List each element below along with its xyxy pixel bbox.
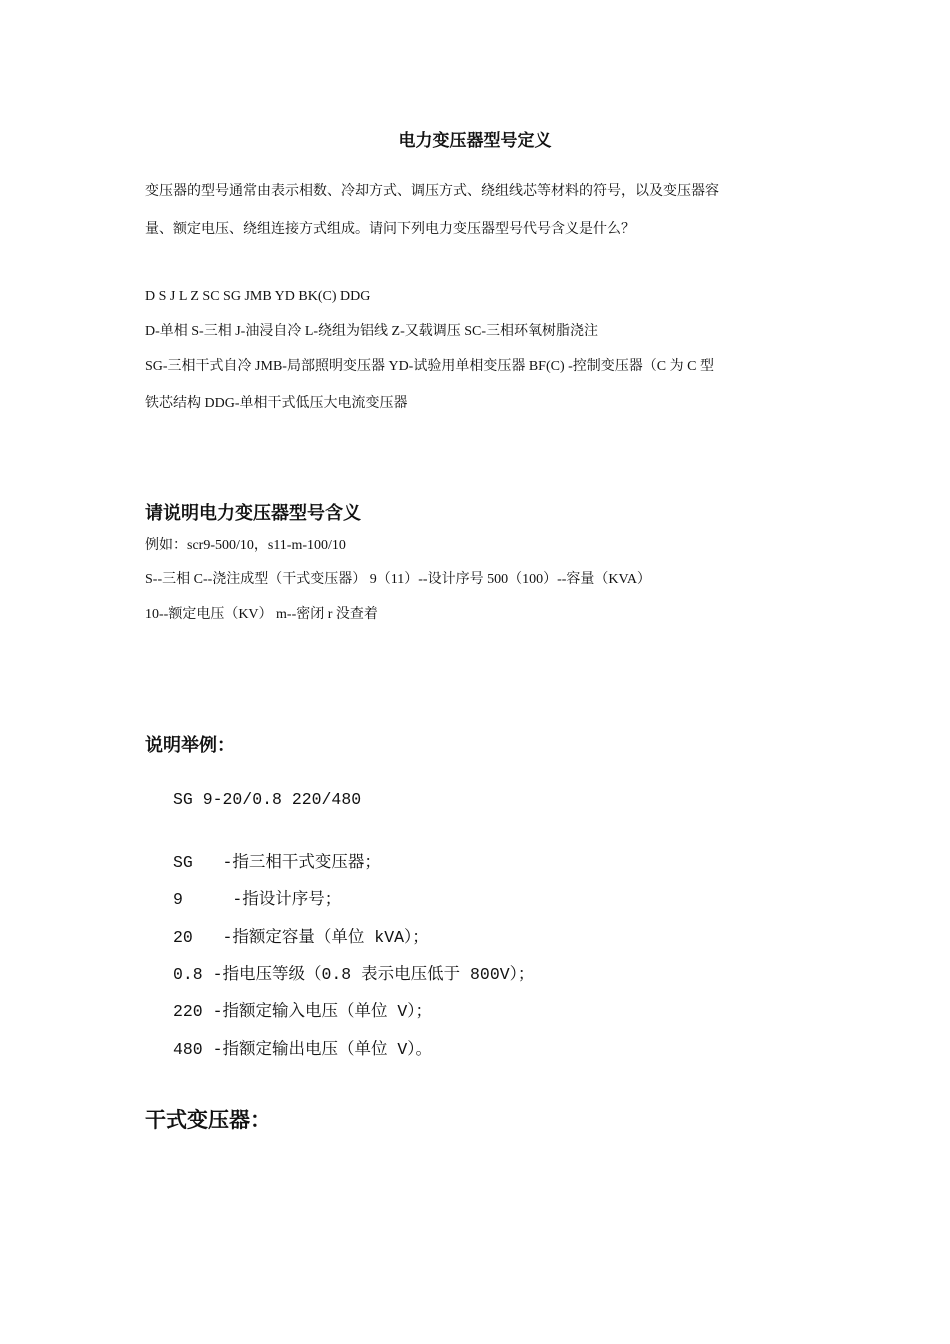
intro-line-1: 变压器的型号通常由表示相数、冷却方式、调压方式、绕组线芯等材料的符号，以及变压器容: [145, 184, 719, 199]
section2-line-1: S--三相 C--浇注成型（干式变压器） 9（11）--设计序号 500（100）--容量（KVA）: [145, 572, 651, 587]
example-heading: 说明举例：: [145, 735, 235, 756]
codes-meaning-2: SG-三相干式自冷 JMB-局部照明变压器 YD-试验用单相变压器 BF(C) -控制变压器（C 为 C 型: [145, 359, 714, 374]
codes-line: D S J L Z SC SG JMB YD BK(C) DDG: [145, 289, 371, 304]
section2-example: 例如：scr9-500/10，s11-m-100/10: [145, 538, 346, 553]
example-item: SG -指三相干式变压器；: [173, 853, 381, 872]
document-title: 电力变压器型号定义: [398, 131, 552, 151]
codes-meaning-3: 铁芯结构 DDG-单相干式低压大电流变压器: [145, 396, 408, 411]
example-item: 480 -指额定输出电压（单位 V）。: [173, 1040, 433, 1059]
section2-heading: 请说明电力变压器型号含义: [145, 503, 361, 524]
intro-line-2: 量、额定电压、绕组连接方式组成。请问下列电力变压器型号代号含义是什么？: [145, 222, 635, 237]
example-item: 0.8 -指电压等级（0.8 表示电压低于 800V）；: [173, 965, 535, 984]
example-item: 9 -指设计序号；: [173, 890, 342, 909]
example-item: 20 -指额定容量（单位 kVA）；: [173, 928, 429, 947]
section2-line-2: 10--额定电压（KV） m--密闭 r 没查着: [145, 607, 378, 622]
codes-meaning-1: D-单相 S-三相 J-油浸自冷 L-绕组为铝线 Z-又载调压 SC-三相环氧树脂浇注: [145, 324, 599, 339]
example-model: SG 9-20/0.8 220/480: [173, 790, 362, 809]
example-item: 220 -指额定输入电压（单位 V）；: [173, 1002, 433, 1021]
final-heading: 干式变压器：: [145, 1107, 271, 1132]
